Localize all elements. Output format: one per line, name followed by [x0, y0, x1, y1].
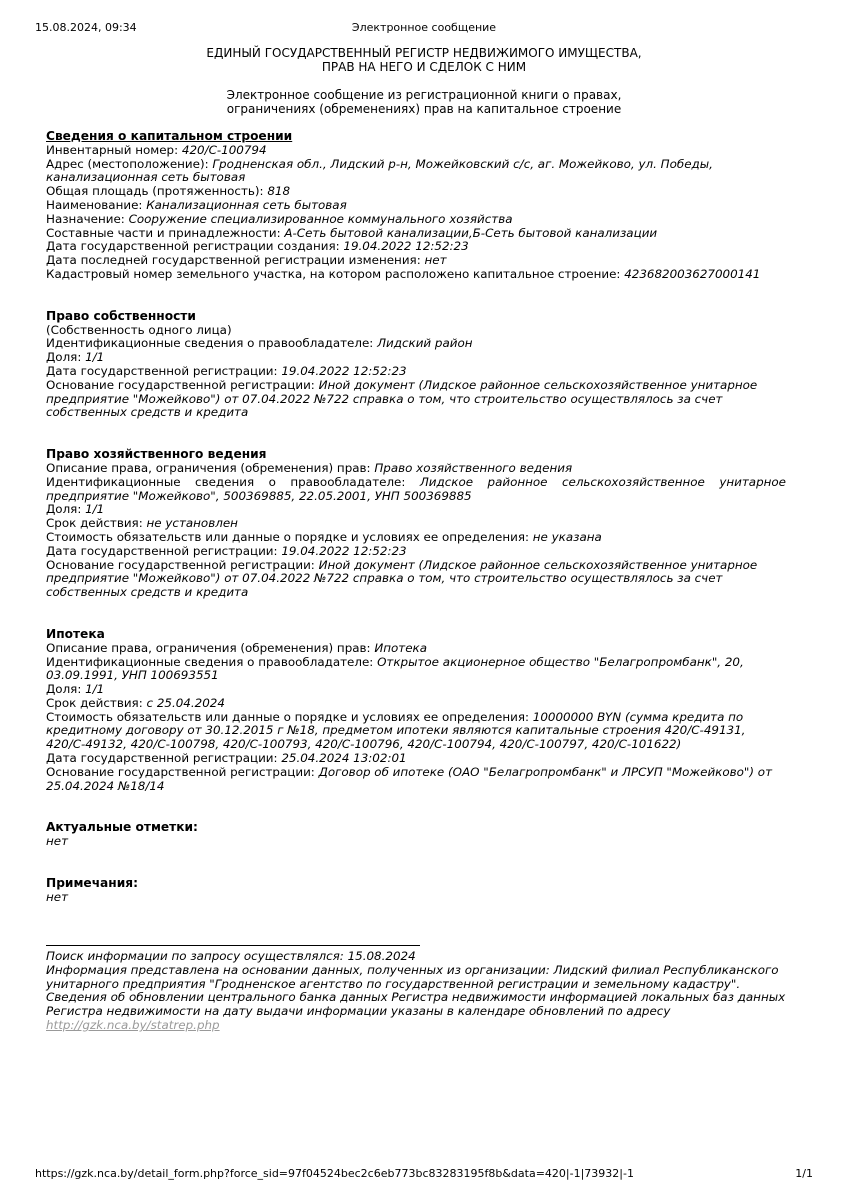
update-note: Сведения об обновлении центрального банка данных Регистра недвижимости информацией локальных баз данных Регистра недвижимости на дату выдачи информации указаны в календаре обновлений по адресу: [46, 990, 786, 1019]
registry-title-line2: ПРАВ НА НЕГО И СДЕЛОК С НИМ: [321, 60, 527, 74]
remarks-value: нет: [46, 889, 69, 904]
economic-right-holder: Идентификационные сведения о правообладателе: Лидское районное сельскохозяйственное унитарное предприятие "Можейково", 500369885, 22.05.2001, УНП 500369885: [46, 474, 786, 503]
calendar-link[interactable]: http://gzk.nca.by/statrep.php: [46, 1017, 220, 1032]
search-date-note: Поиск информации по запросу осуществлялся: 15.08.2024: [46, 949, 416, 963]
remarks-section: [46, 877, 786, 905]
message-subtitle: [0, 88, 848, 116]
address: Адрес (местоположение): Гродненская обл., Лидский р-н, Можейковский с/с, аг. Можейково, ул. Победы, канализационная сеть бытовая: [46, 156, 713, 185]
print-footer-page: 1/1: [795, 1167, 813, 1180]
ownership-holder: Идентификационные сведения о правообладателе: Лидский район: [46, 336, 473, 351]
print-header-title: Электронное сообщение: [351, 21, 497, 34]
building-heading: Сведения о капитальном строении: [46, 129, 293, 143]
registry-title: [0, 46, 848, 74]
creation-registration-date: Дата государственной регистрации создания: 19.04.2022 12:52:23: [46, 239, 469, 254]
ownership-type: (Собственность одного лица): [46, 322, 232, 337]
ownership-heading: Право собственности: [46, 308, 196, 323]
economic-right-basis: Основание государственной регистрации: Иной документ (Лидское районное сельскохозяйственное унитарное предприятие "Можейково") от 07.04.2022 №722 справка о том, что строительство осуществлялось за счет собственных средств и кредита: [46, 557, 758, 600]
object-purpose: Назначение: Сооружение специализированное коммунального хозяйства: [46, 211, 513, 226]
message-subtitle-line2: ограничениях (обременениях) прав на капитальное строение: [226, 102, 622, 116]
actual-marks-value: нет: [46, 834, 69, 849]
building-section: [46, 130, 786, 282]
economic-right-share: Доля: 1/1: [46, 502, 105, 517]
mortgage-heading: Ипотека: [46, 626, 105, 641]
mortgage-share: Доля: 1/1: [46, 682, 105, 697]
print-footer-url: https://gzk.nca.by/detail_form.php?force_sid=97f04524bec2c6eb773bc83283195f8b&data=420|-1|73932|-1: [35, 1167, 634, 1180]
actual-marks-heading: Актуальные отметки:: [46, 820, 198, 835]
document-body: [46, 130, 786, 905]
total-area: Общая площадь (протяженность): 818: [46, 184, 291, 199]
ownership-registration-date: Дата государственной регистрации: 19.04.2022 12:52:23: [46, 363, 407, 378]
print-header-datetime: 15.08.2024, 09:34: [35, 21, 137, 34]
mortgage-holder: Идентификационные сведения о правообладателе: Открытое акционерное общество "Белагропромбанк", 20, 03.09.1991, УНП 100693551: [46, 654, 744, 683]
mortgage-cost: Стоимость обязательств или данные о порядке и условиях ее определения: 10000000 BYN (сумма кредита по кредитному договору от 30.12.2015 г №18, предметом ипотеки являются капитальные строения 420/C-49131, 420/C-49132, 420/C-100798, 420/C-100793, 420/C-100796, 420/C-100794, 420/C-100797, 420/C-101622): [46, 709, 746, 752]
mortgage-basis: Основание государственной регистрации: Договор об ипотеке (ОАО "Белагропромбанк" и ЛРСУП "Можейково") от 25.04.2024 №18/14: [46, 764, 773, 793]
mortgage-description: Описание права, ограничения (обременения) прав: Ипотека: [46, 640, 427, 655]
actual-marks-section: [46, 821, 786, 849]
inventory-number: Инвентарный номер: 420/C-100794: [46, 142, 267, 157]
source-note: Информация представлена на основании данных, полученных из организации: Лидский филиал Республиканского унитарного предприятия "Гродненское агентство по государственной регистрации и земельному кадастру".: [46, 962, 779, 991]
economic-right-term: Срок действия: не установлен: [46, 516, 238, 531]
ownership-share: Доля: 1/1: [46, 350, 105, 365]
economic-right-description: Описание права, ограничения (обременения) прав: Право хозяйственного ведения: [46, 460, 573, 475]
last-change-registration-date: Дата последней государственной регистрации изменения: нет: [46, 253, 447, 268]
mortgage-term: Срок действия: с 25.04.2024: [46, 695, 225, 710]
message-subtitle-line1: Электронное сообщение из регистрационной книги о правах,: [226, 88, 622, 102]
economic-right-registration-date: Дата государственной регистрации: 19.04.2022 12:52:23: [46, 543, 407, 558]
economic-right-cost: Стоимость обязательств или данные о порядке и условиях ее определения: не указана: [46, 529, 602, 544]
registry-title-line1: ЕДИНЫЙ ГОСУДАРСТВЕННЫЙ РЕГИСТР НЕДВИЖИМОГО ИМУЩЕСТВА,: [206, 46, 642, 60]
remarks-heading: Примечания:: [46, 876, 138, 891]
economic-right-heading: Право хозяйственного ведения: [46, 447, 267, 462]
object-name: Наименование: Канализационная сеть бытовая: [46, 197, 347, 212]
mortgage-section: [46, 628, 786, 794]
cadastral-number: Кадастровый номер земельного участка, на котором расположено капитальное строение: 423682003627000141: [46, 266, 761, 281]
ownership-section: [46, 310, 786, 420]
economic-right-section: [46, 448, 786, 600]
info-notes: [46, 950, 786, 1033]
footnote-divider: [46, 945, 420, 946]
mortgage-registration-date: Дата государственной регистрации: 25.04.2024 13:02:01: [46, 751, 407, 766]
ownership-basis: Основание государственной регистрации: Иной документ (Лидское районное сельскохозяйственное унитарное предприятие "Можейково") от 07.04.2022 №722 справка о том, что строительство осуществлялось за счет собственных средств и кредита: [46, 377, 758, 420]
component-parts: Составные части и принадлежности: А-Сеть бытовой канализации,Б-Сеть бытовой канализации: [46, 225, 658, 240]
